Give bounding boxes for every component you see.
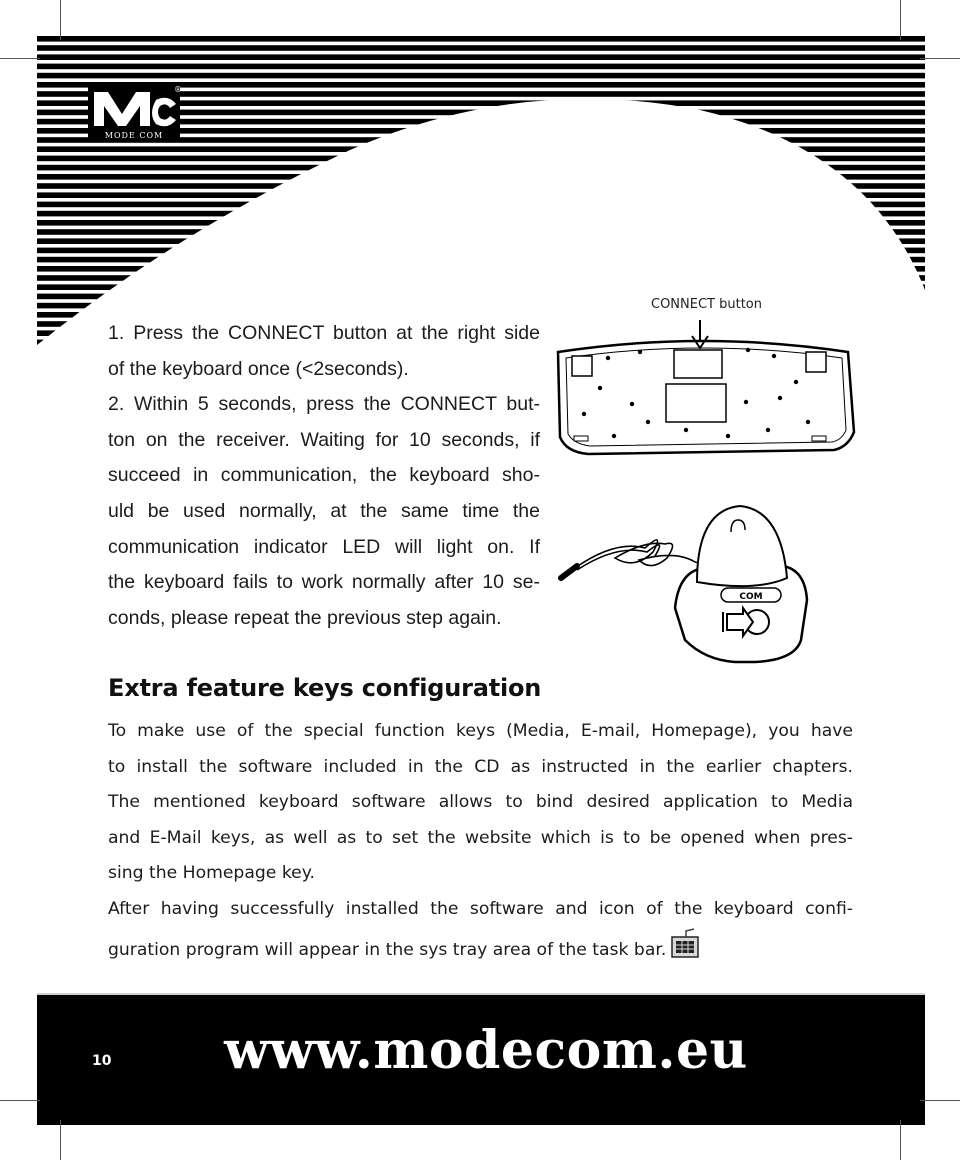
keyboard-underside-illustration <box>548 312 858 462</box>
header-stripe <box>0 275 960 281</box>
header-stripe <box>0 36 960 42</box>
header-stripe <box>0 54 960 60</box>
crop-mark <box>900 0 901 40</box>
footer-url-text: www.modecom.eu <box>224 1020 748 1081</box>
header-stripe <box>0 220 960 226</box>
instruction-line: uld be used normally, at the same time the <box>108 499 540 522</box>
header-stripe <box>0 266 960 272</box>
section-line: sing the Homepage key. <box>108 863 315 883</box>
instruction-line: the keyboard fails to work normally after 10 se- <box>108 571 540 594</box>
instruction-line: of the keyboard once (<2seconds). <box>108 357 409 380</box>
header-stripe <box>0 257 960 263</box>
registered-mark: ® <box>174 85 182 94</box>
header-stripe <box>0 73 960 79</box>
connect-instructions <box>108 316 540 636</box>
section-line: After having successfully installed the software and icon of the keyboard confi- <box>108 898 853 919</box>
header-stripe <box>0 156 960 162</box>
header-stripe <box>0 192 960 198</box>
crop-mark <box>60 0 61 40</box>
keyboard-tray-icon <box>670 927 700 959</box>
modecom-logo <box>88 82 180 142</box>
header-stripe <box>0 238 960 244</box>
receiver-com-label: COM <box>739 592 763 602</box>
crop-mark <box>920 58 960 59</box>
crop-mark <box>0 1100 40 1101</box>
section-line: and E-Mail keys, as well as to set the website which is to be opened when pres- <box>108 827 853 848</box>
section-line: The mentioned keyboard software allows to bind desired application to Media <box>108 792 853 812</box>
crop-mark <box>920 1100 960 1101</box>
page-number: 10 <box>92 1053 112 1069</box>
header-stripe <box>0 294 960 300</box>
header-stripe <box>0 202 960 208</box>
section-line-with-icon <box>108 927 853 969</box>
instruction-line: ton on the receiver. Waiting for 10 seconds, if <box>108 428 540 451</box>
instruction-line: 1. Press the CONNECT button at the right side <box>108 322 540 344</box>
header-stripe <box>0 229 960 235</box>
section-title: Extra feature keys configuration <box>108 674 542 702</box>
instruction-line: conds, please repeat the previous step again. <box>108 606 502 629</box>
header-stripe-band <box>0 0 960 360</box>
header-stripe <box>0 146 960 152</box>
footer-url <box>0 1020 960 1081</box>
crop-mark <box>60 1120 61 1160</box>
connect-button-label: CONNECT button <box>651 297 763 312</box>
header-stripe <box>0 64 960 70</box>
instruction-line: 2. Within 5 seconds, press the CONNECT but- <box>108 393 540 416</box>
receiver-illustration <box>555 500 815 665</box>
logo-text: MODE COM <box>104 131 164 140</box>
instruction-line: succeed in communication, the keyboard sho- <box>108 464 540 487</box>
instruction-line: communication indicator LED will light on. If <box>108 535 540 558</box>
section-line: To make use of the special function keys (Media, E-mail, Homepage), you have <box>108 721 853 741</box>
header-stripe <box>0 45 960 51</box>
section-line: guration program will appear in the sys tray area of the task bar. <box>108 940 667 960</box>
header-stripe <box>0 165 960 171</box>
section-line: to install the software included in the CD as instructed in the earlier chapters. <box>108 756 853 777</box>
header-stripe <box>0 183 960 189</box>
header-stripe <box>0 211 960 217</box>
header-stripe <box>0 284 960 290</box>
section-body <box>108 714 853 969</box>
crop-mark <box>0 58 40 59</box>
header-stripe <box>0 174 960 180</box>
header-stripe <box>0 303 960 309</box>
crop-mark <box>900 1120 901 1160</box>
header-stripe <box>0 248 960 254</box>
